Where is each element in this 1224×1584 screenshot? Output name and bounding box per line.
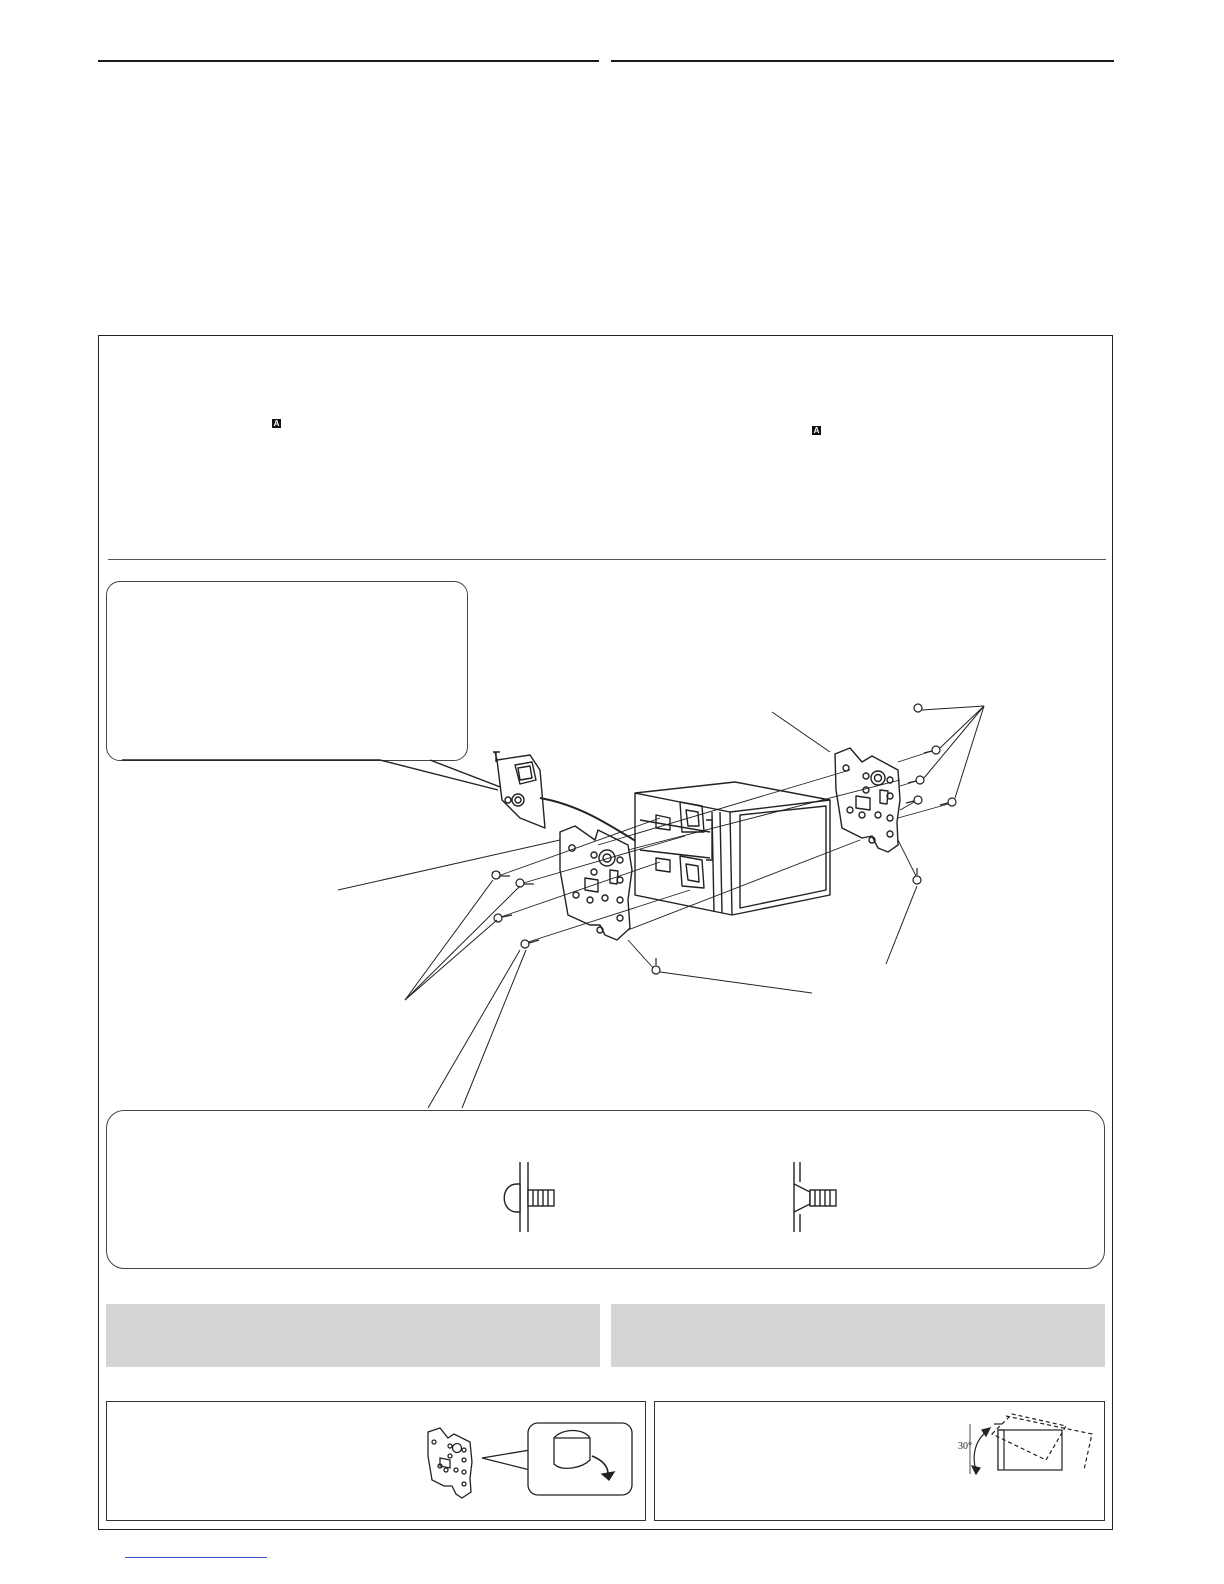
bracket-tab-bend-icon	[412, 1420, 642, 1504]
grey-panel-left	[106, 1304, 600, 1367]
screw-type-callout-box	[106, 1110, 1105, 1269]
flat-head-screw-icon	[778, 1162, 848, 1242]
unit-tilt-angle-icon	[946, 1420, 1096, 1500]
marker-a-right: A	[813, 426, 820, 435]
pan-head-screw-icon	[495, 1162, 565, 1242]
grey-panel-right	[611, 1304, 1105, 1367]
tilt-angle-label: 30°	[958, 1441, 972, 1452]
footer-link-underline[interactable]	[125, 1557, 267, 1558]
marker-a-left: A	[273, 419, 280, 428]
